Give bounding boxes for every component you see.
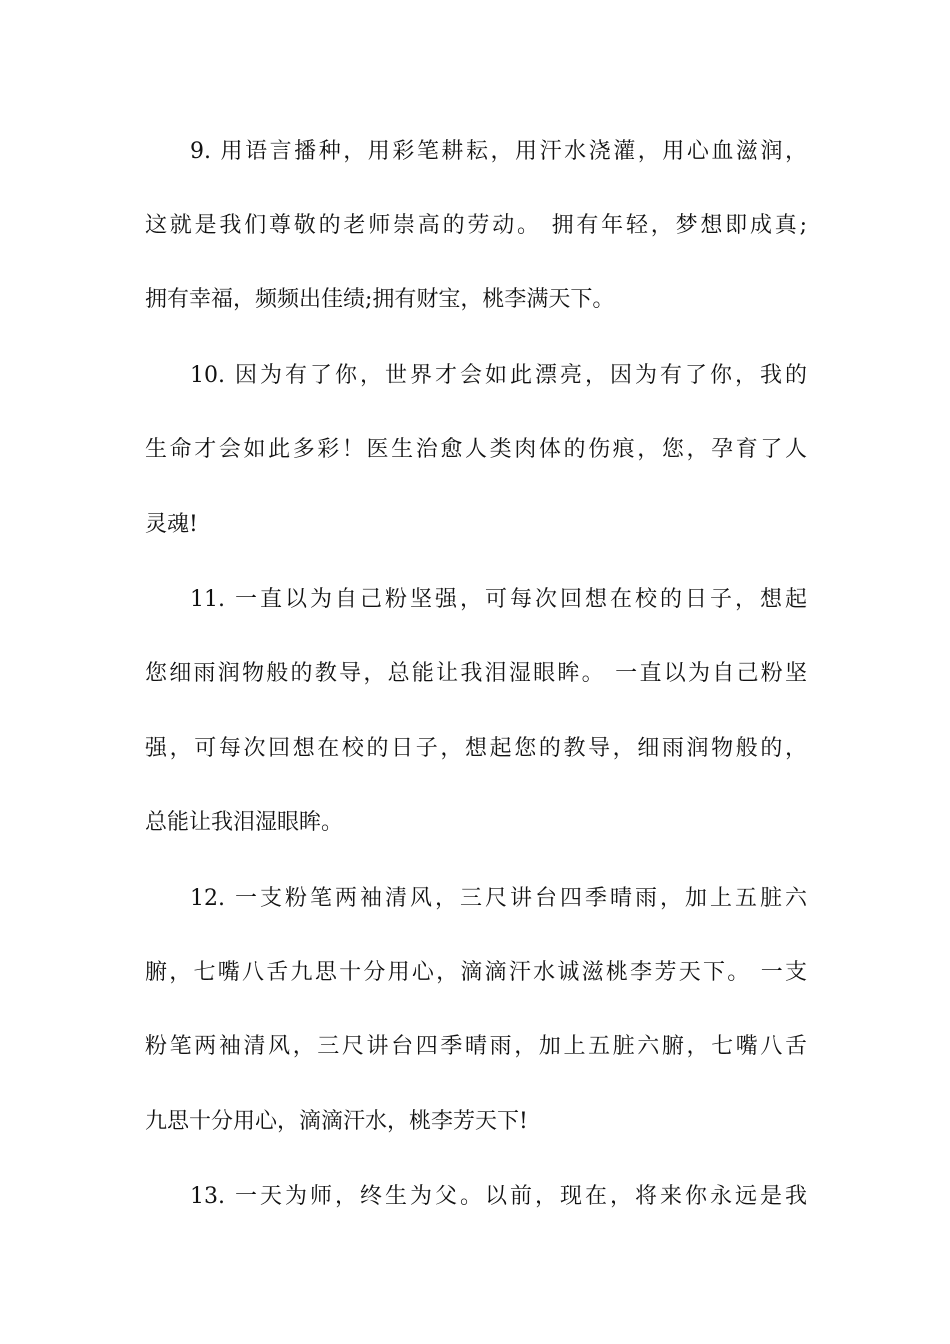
paragraph-12-line-2: 腑，七嘴八舌九思十分用心，滴滴汗水诚滋桃李芳天下。 一支 [145, 960, 807, 985]
paragraph-11-line-2: 您细雨润物般的教导，总能让我泪湿眼眸。 一直以为自己粉坚 [145, 661, 807, 686]
paragraph-13-line-1: 13. 一天为师，终生为父。以前，现在，将来你永远是我 [190, 1184, 807, 1209]
paragraph-12-line-1: 12. 一支粉笔两袖清风，三尺讲台四季晴雨，加上五脏六 [190, 886, 807, 911]
paragraph-12-line-3: 粉笔两袖清风，三尺讲台四季晴雨，加上五脏六腑，七嘴八舌 [145, 1034, 807, 1059]
paragraph-11-line-1: 11. 一直以为自己粉坚强，可每次回想在校的日子，想起 [190, 587, 807, 612]
paragraph-11-line-4: 总能让我泪湿眼眸。 [145, 810, 344, 835]
paragraph-9-line-3: 拥有幸福，频频出佳绩;拥有财宝，桃李满天下。 [145, 287, 615, 312]
paragraph-12-line-4: 九思十分用心，滴滴汗水，桃李芳天下! [145, 1109, 528, 1134]
paragraph-10-line-1: 10. 因为有了你，世界才会如此漂亮，因为有了你，我的 [190, 363, 807, 388]
paragraph-11-line-3: 强，可每次回想在校的日子，想起您的教导，细雨润物般的， [145, 736, 807, 761]
paragraph-10-line-3: 灵魂! [145, 512, 198, 537]
paragraph-9-line-1: 9. 用语言播种，用彩笔耕耘，用汗水浇灌，用心血滋润， [190, 139, 807, 164]
paragraph-10-line-2: 生命才会如此多彩！医生治愈人类肉体的伤痕，您，孕育了人 [145, 437, 807, 462]
paragraph-9-line-2: 这就是我们尊敬的老师崇高的劳动。 拥有年轻，梦想即成真; [145, 213, 807, 238]
